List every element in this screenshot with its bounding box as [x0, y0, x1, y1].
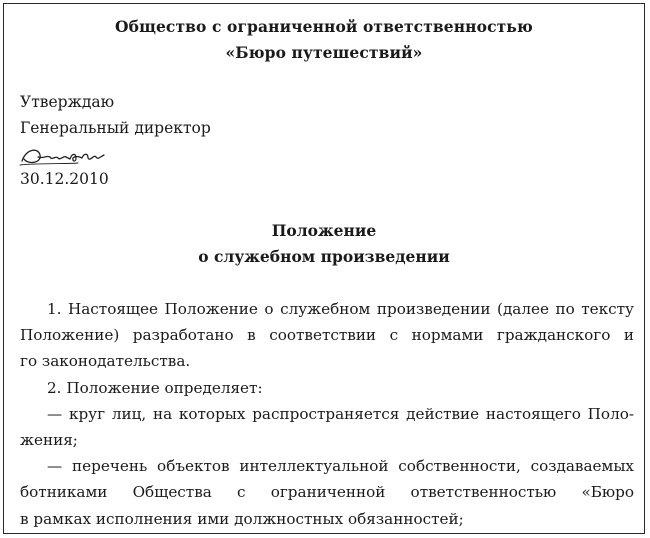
approver-position: Генеральный директор: [20, 119, 211, 137]
document-title: Положение: [271, 221, 377, 240]
approval-label: Утверждаю: [20, 93, 115, 111]
approval-date: 30.12.2010: [20, 170, 109, 188]
handwritten-signature: [18, 145, 108, 169]
document-body: [20, 296, 634, 532]
list-item-line: в рамках исполнения ими должностных обязанностей;: [20, 509, 464, 528]
document-page: [3, 3, 645, 534]
list-item-line: ботниками Общества с ограниченной ответственностью «Бюро: [20, 483, 634, 502]
list-item-line: — перечень объектов интеллектуальной собственности, создаваемых: [47, 457, 634, 476]
paragraph-line: Положение) разработано в соответствии с нормами гражданского и: [20, 326, 634, 345]
organization-name-line2: «Бюро путешествий»: [225, 43, 423, 62]
list-item-line: — круг лиц, на которых распространяется действие настоящего Поло-: [47, 404, 634, 423]
paragraph-line: 2. Положение определяет:: [47, 378, 263, 397]
paragraph-line: го законодательства.: [20, 352, 191, 371]
list-item-line: жения;: [20, 430, 78, 449]
paragraph-line: 1. Настоящее Положение о служебном произведении (далее по тексту: [47, 300, 634, 318]
document-subtitle: о служебном произведении: [198, 247, 450, 266]
organization-name-line1: Общество с ограниченной ответственностью: [115, 17, 533, 36]
